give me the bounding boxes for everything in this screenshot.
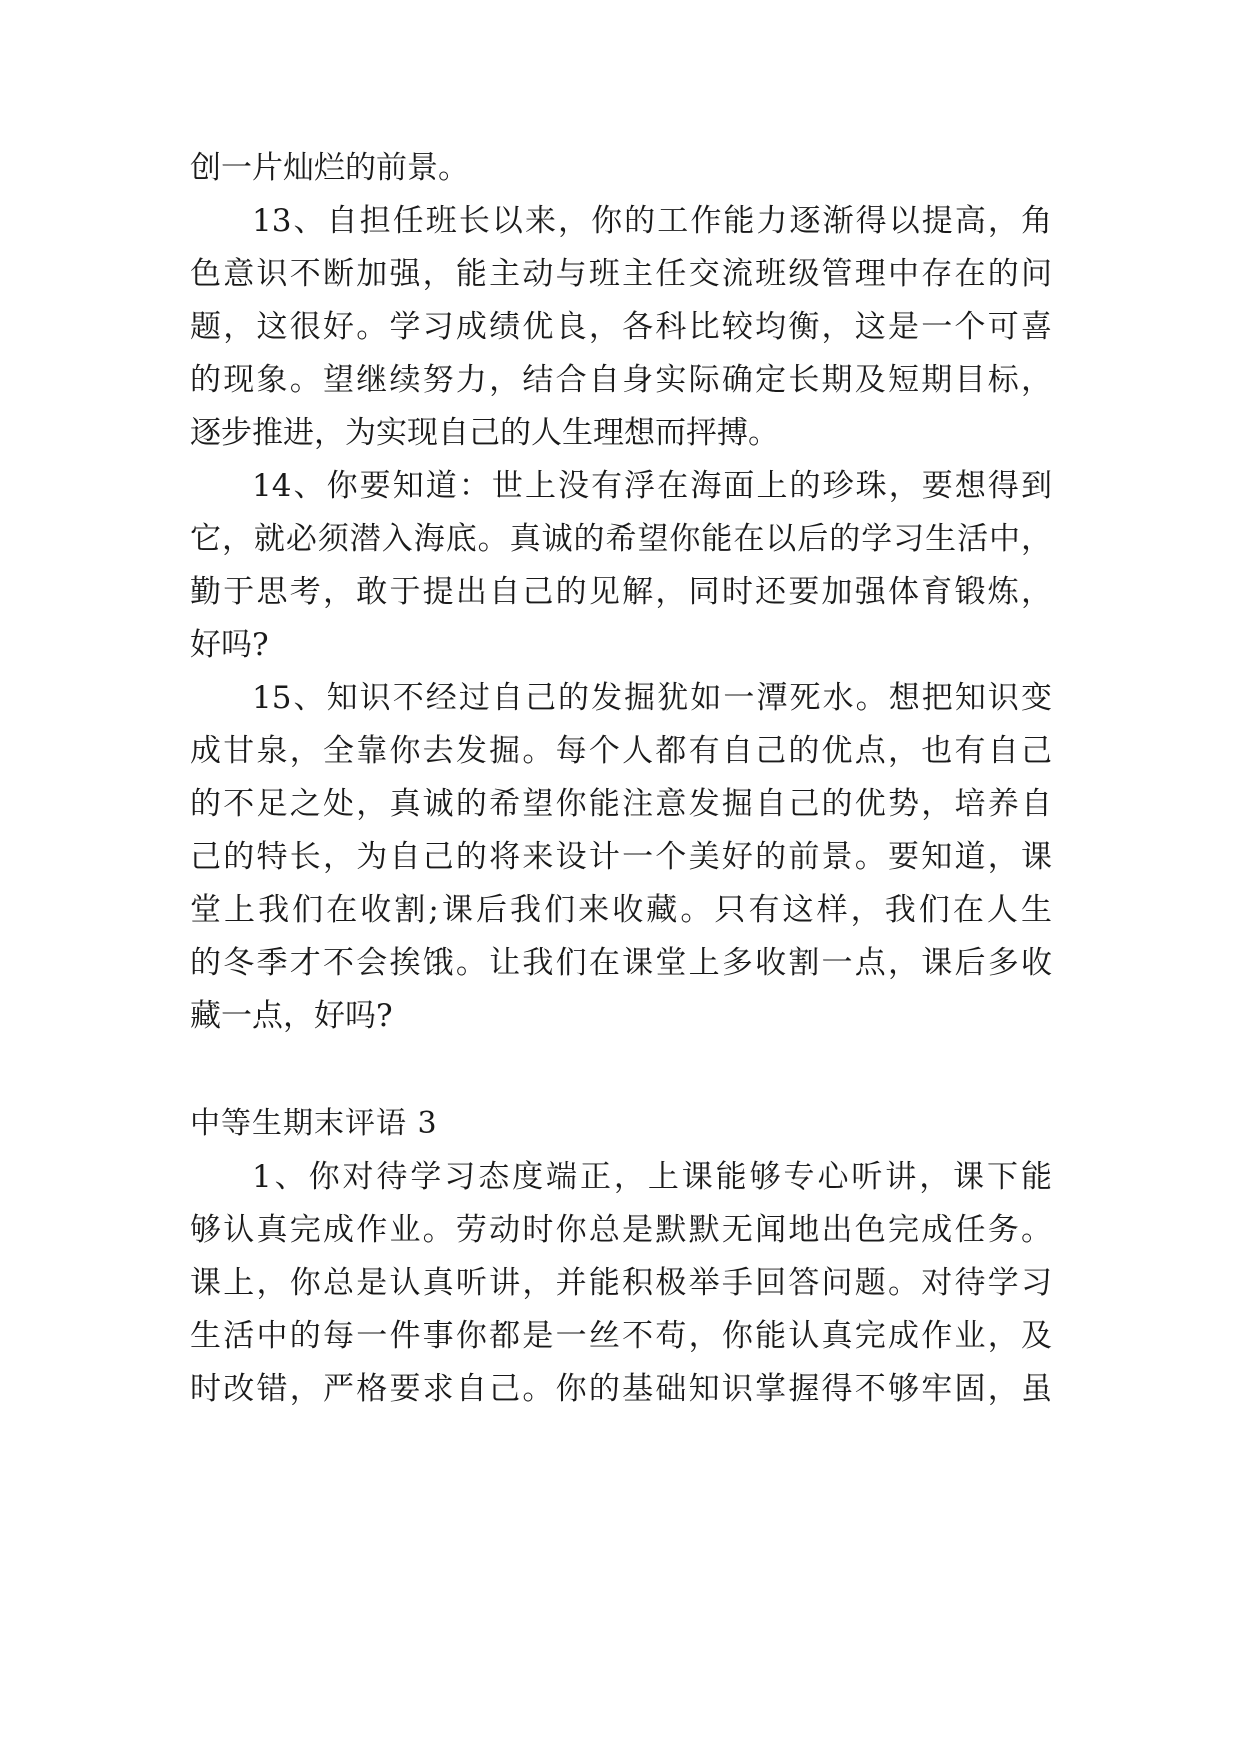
paragraph-1-line-3: 课上，你总是认真听讲，并能积极举手回答问题。对待学习 — [190, 1265, 1052, 1301]
paragraph-15-line-2: 成甘泉，全靠你去发掘。每个人都有自己的优点，也有自己 — [190, 733, 1052, 769]
paragraph-15-line-4: 己的特长，为自己的将来设计一个美好的前景。要知道，课 — [190, 839, 1052, 875]
paragraph-13-line-2: 色意识不断加强，能主动与班主任交流班级管理中存在的问 — [190, 256, 1052, 292]
paragraph-15-line-6: 的冬季才不会挨饿。让我们在课堂上多收割一点，课后多收 — [190, 945, 1052, 981]
paragraph-13-line-1: 13、自担任班长以来，你的工作能力逐渐得以提高，角 — [252, 203, 1052, 239]
section-heading: 中等生期末评语 3 — [190, 1106, 438, 1141]
intro-line: 创一片灿烂的前景。 — [190, 150, 469, 186]
paragraph-14-line-4: 好吗? — [190, 627, 269, 663]
paragraph-14-line-2: 它，就必须潜入海底。真诚的希望你能在以后的学习生活中， — [190, 521, 1052, 557]
paragraph-1-line-5: 时改错，严格要求自己。你的基础知识掌握得不够牢固，虽 — [190, 1371, 1052, 1407]
paragraph-13-line-3: 题，这很好。学习成绩优良，各科比较均衡，这是一个可喜 — [190, 309, 1052, 345]
paragraph-13-line-4: 的现象。望继续努力，结合自身实际确定长期及短期目标， — [190, 362, 1052, 398]
paragraph-1-line-2: 够认真完成作业。劳动时你总是默默无闻地出色完成任务。 — [190, 1212, 1052, 1248]
paragraph-13-line-5: 逐步推进，为实现自己的人生理想而抨搏。 — [190, 415, 779, 451]
paragraph-1-line-4: 生活中的每一件事你都是一丝不苟，你能认真完成作业，及 — [190, 1318, 1052, 1354]
paragraph-14-line-3: 勤于思考，敢于提出自己的见解，同时还要加强体育锻炼， — [190, 574, 1052, 610]
paragraph-15-line-1: 15、知识不经过自己的发掘犹如一潭死水。想把知识变 — [252, 680, 1052, 716]
paragraph-1-line-1: 1、你对待学习态度端正，上课能够专心听讲，课下能 — [252, 1159, 1052, 1195]
paragraph-15-line-7: 藏一点，好吗? — [190, 998, 393, 1034]
paragraph-14-line-1: 14、你要知道：世上没有浮在海面上的珍珠，要想得到 — [252, 468, 1052, 504]
paragraph-15-line-5: 堂上我们在收割;课后我们来收藏。只有这样，我们在人生 — [190, 892, 1052, 928]
paragraph-15-line-3: 的不足之处，真诚的希望你能注意发掘自己的优势，培养自 — [190, 786, 1052, 822]
